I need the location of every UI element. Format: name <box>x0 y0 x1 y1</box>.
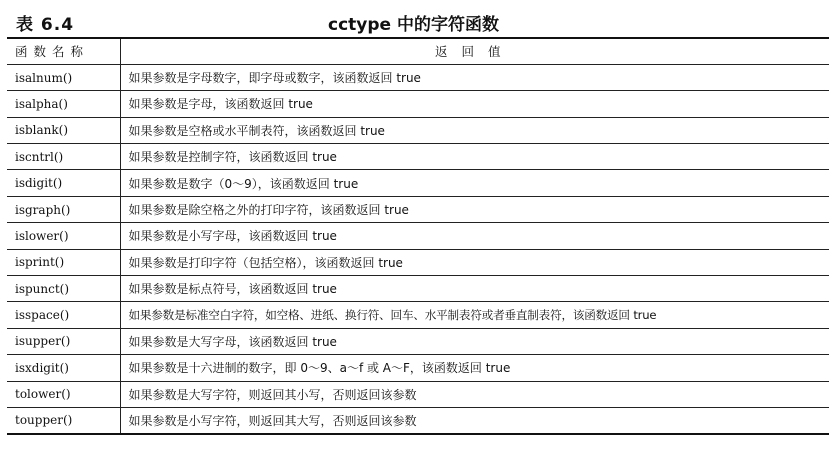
table-row <box>7 117 829 143</box>
function-name-cell: isblank() <box>7 117 120 143</box>
return-value-cell: 如果参数是小写字符，则返回其大写，否则返回该参数 <box>120 407 829 433</box>
header-row <box>7 38 829 64</box>
table-caption <box>16 8 821 34</box>
function-name-cell: isdigit() <box>7 170 120 196</box>
function-name-cell: iscntrl() <box>7 144 120 170</box>
table-header <box>7 38 829 64</box>
function-name-cell: tolower() <box>7 381 120 407</box>
return-value-cell: 如果参数是大写字母，该函数返回 true <box>120 328 829 354</box>
return-value-cell: 如果参数是空格或水平制表符，该函数返回 true <box>120 117 829 143</box>
return-value-cell: 如果参数是字母数字，即字母或数字，该函数返回 true <box>120 64 829 90</box>
table-row <box>7 64 829 90</box>
function-name-cell: isgraph() <box>7 196 120 222</box>
table-row <box>7 144 829 170</box>
function-name-cell: isupper() <box>7 328 120 354</box>
return-value-cell: 如果参数是除空格之外的打印字符，该函数返回 true <box>120 196 829 222</box>
table-row <box>7 355 829 381</box>
table-row <box>7 381 829 407</box>
table-row <box>7 196 829 222</box>
function-name-cell: isxdigit() <box>7 355 120 381</box>
table-row <box>7 170 829 196</box>
return-value-cell: 如果参数是大写字符，则返回其小写，否则返回该参数 <box>120 381 829 407</box>
function-name-cell: isalnum() <box>7 64 120 90</box>
table-body <box>7 64 829 433</box>
return-value-cell: 如果参数是字母，该函数返回 true <box>120 91 829 117</box>
function-name-cell: isspace() <box>7 302 120 328</box>
table-row <box>7 91 829 117</box>
table-title: cctype 中的字符函数 <box>328 15 499 35</box>
table-row <box>7 328 829 354</box>
table-number: 表 6.4 <box>16 15 75 35</box>
table-row <box>7 249 829 275</box>
return-value-cell: 如果参数是标点符号，该函数返回 true <box>120 276 829 302</box>
return-value-cell: 如果参数是打印字符（包括空格），该函数返回 true <box>120 249 829 275</box>
function-name-cell: isprint() <box>7 249 120 275</box>
table-row <box>7 407 829 433</box>
table-row <box>7 223 829 249</box>
return-value-cell: 如果参数是数字（0～9），该函数返回 true <box>120 170 829 196</box>
function-name-cell: isalpha() <box>7 91 120 117</box>
function-name-cell: toupper() <box>7 407 120 433</box>
return-value-cell: 如果参数是标准空白字符，如空格、进纸、换行符、回车、水平制表符或者垂直制表符，该函数返回 true <box>120 302 829 328</box>
function-name-cell: ispunct() <box>7 276 120 302</box>
return-value-cell: 如果参数是小写字母，该函数返回 true <box>120 223 829 249</box>
return-value-cell: 如果参数是控制字符，该函数返回 true <box>120 144 829 170</box>
column-header-return-value: 返回值 <box>120 38 829 64</box>
table-row <box>7 302 829 328</box>
function-name-cell: islower() <box>7 223 120 249</box>
table-row <box>7 276 829 302</box>
character-functions-table <box>7 37 829 435</box>
column-header-function-name: 函数名称 <box>7 38 120 64</box>
return-value-cell: 如果参数是十六进制的数字，即 0～9、a～f 或 A～F，该函数返回 true <box>120 355 829 381</box>
